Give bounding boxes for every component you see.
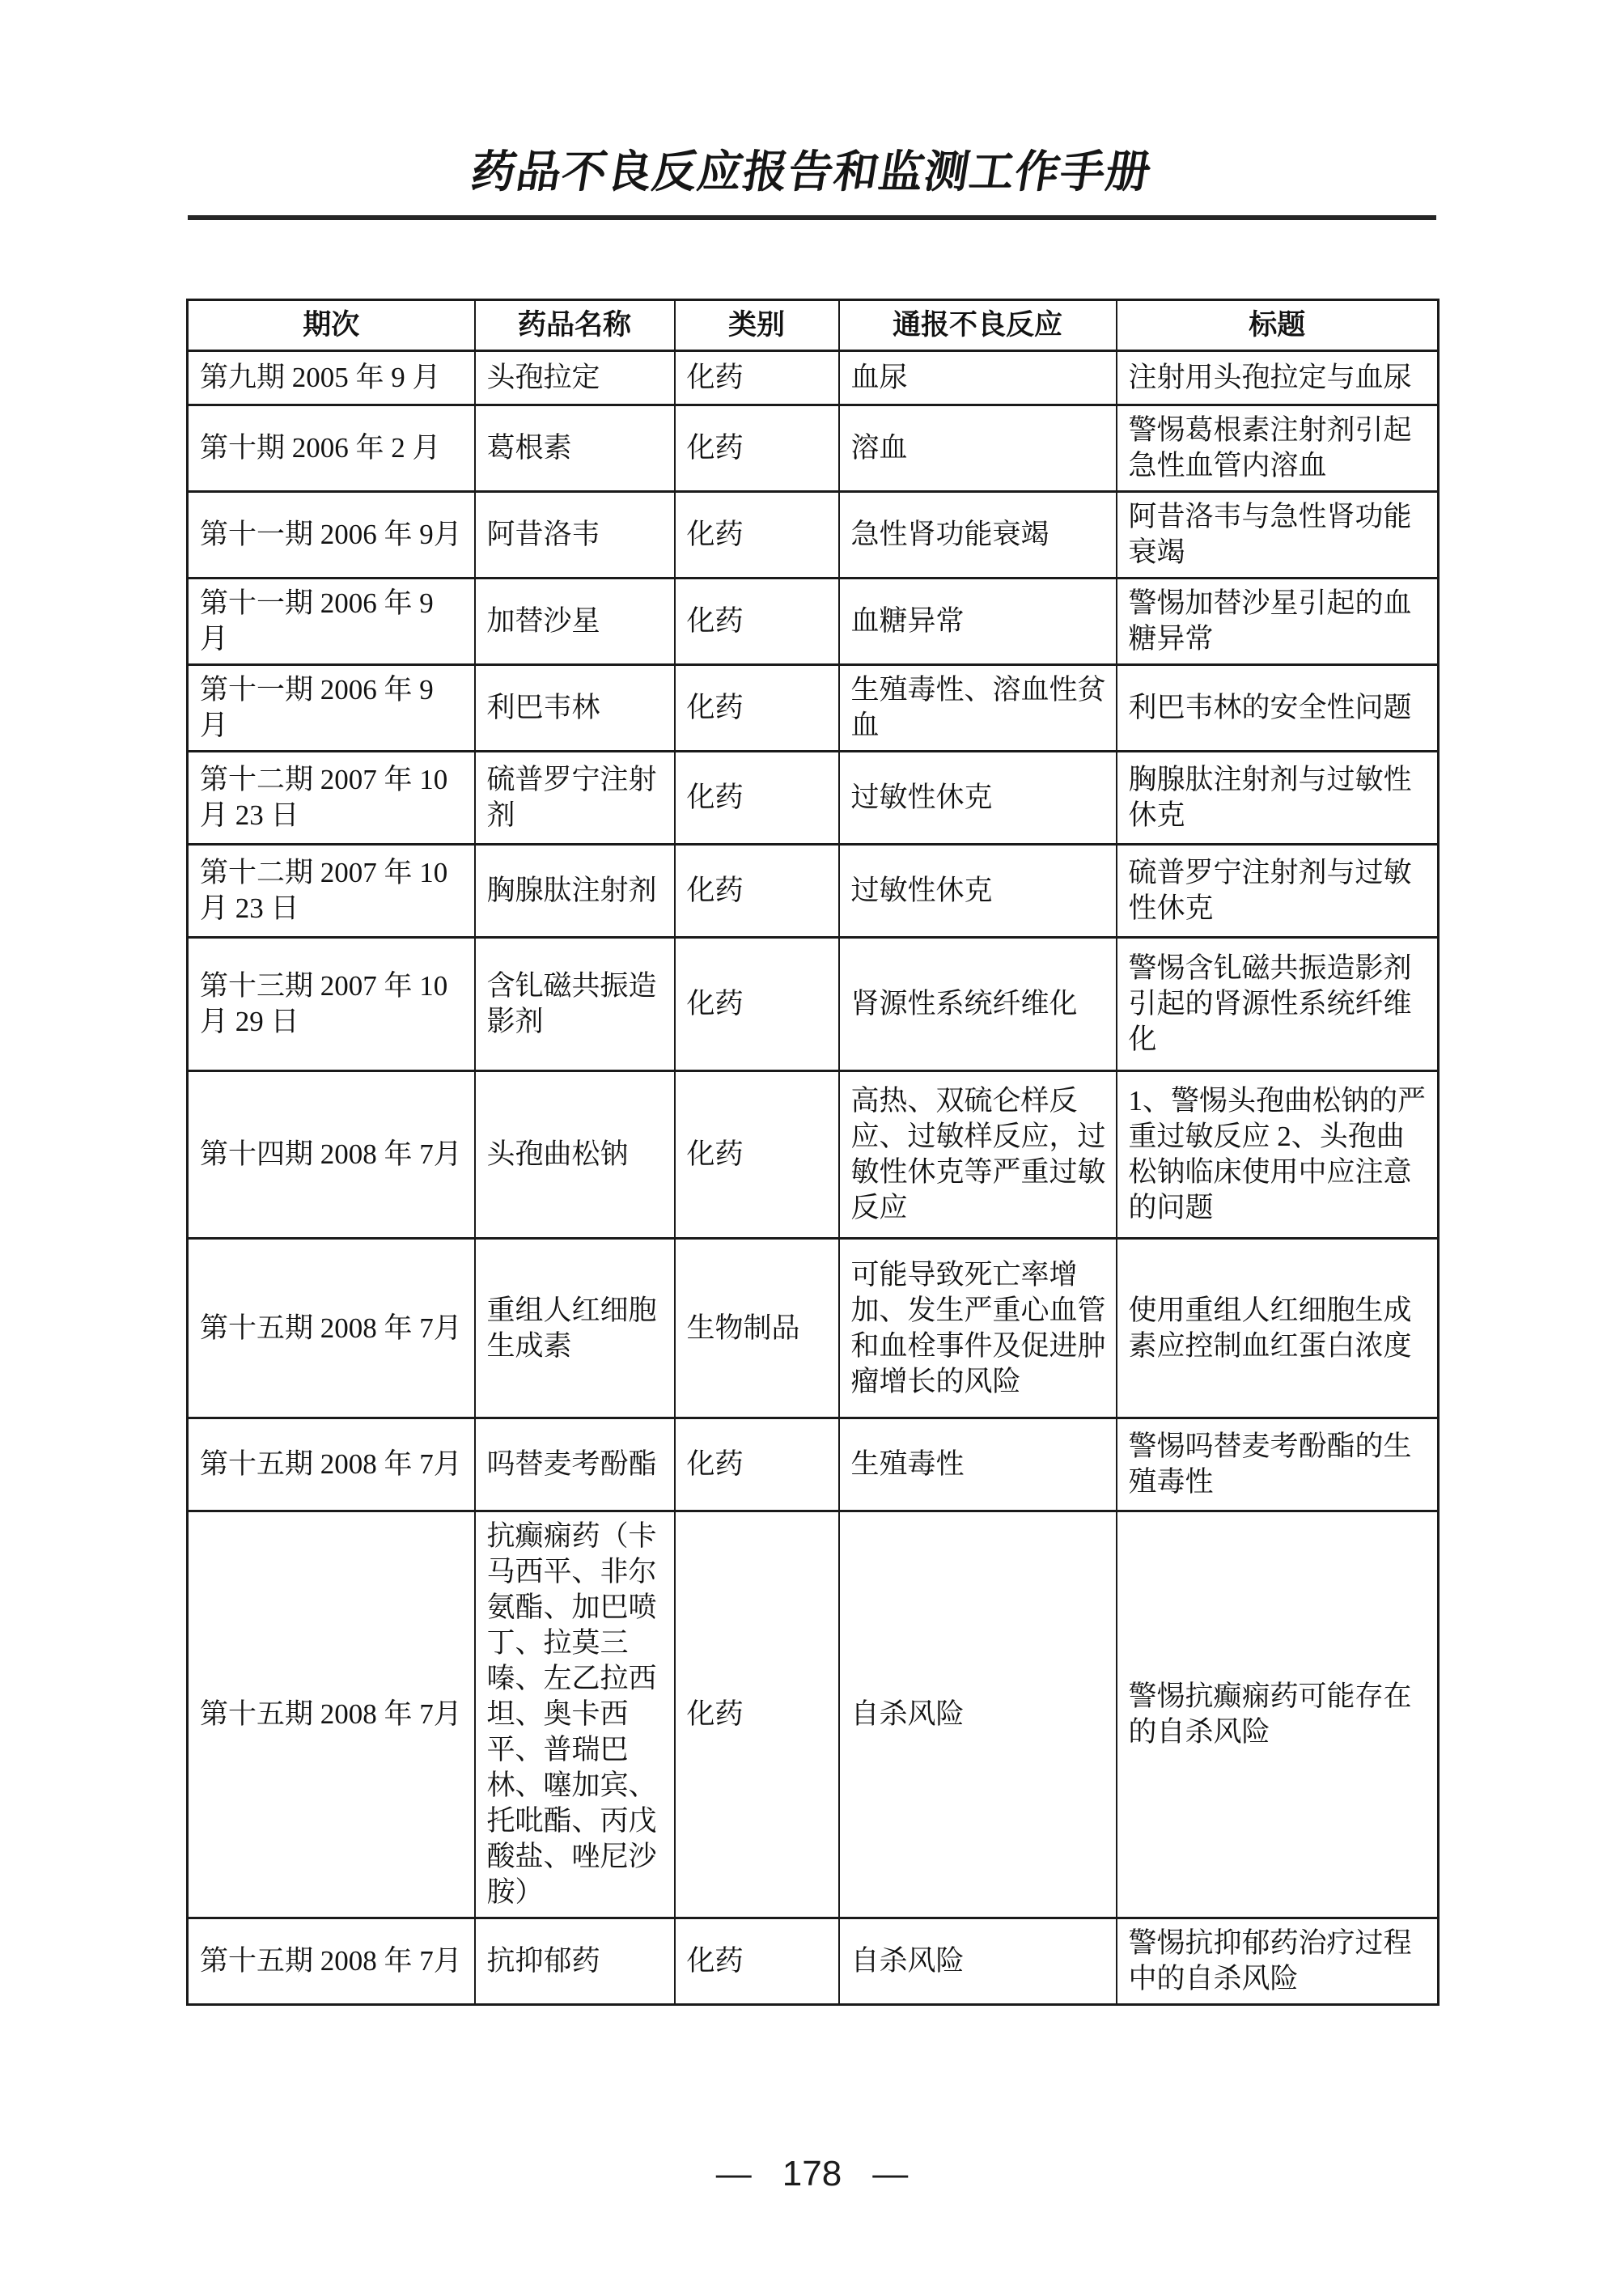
cell-drug: 重组人红细胞生成素 [475,1239,675,1418]
table-row [188,351,1439,405]
cell-title: 胸腺肽注射剂与过敏性休克 [1117,752,1439,845]
cell-category: 化药 [675,1511,839,1918]
cell-drug: 抗癫痫药（卡马西平、非尔氨酯、加巴喷丁、拉莫三嗪、左乙拉西坦、奥卡西平、普瑞巴林、噻加宾、托吡酯、丙戊酸盐、唑尼沙胺） [475,1511,675,1918]
cell-period: 第十五期 2008 年 7月 [188,1918,475,2005]
cell-category: 化药 [675,579,839,665]
table-row [188,665,1439,752]
cell-title: 使用重组人红细胞生成素应控制血红蛋白浓度 [1117,1239,1439,1418]
cell-drug: 利巴韦林 [475,665,675,752]
page-footer [0,2154,1624,2194]
table-row [188,845,1439,938]
cell-drug: 阿昔洛韦 [475,492,675,579]
cell-drug: 葛根素 [475,405,675,492]
header-drug: 药品名称 [475,300,675,351]
table-row [188,938,1439,1071]
table-row [188,405,1439,492]
cell-period: 第十一期 2006 年 9 月 [188,665,475,752]
cell-drug: 吗替麦考酚酯 [475,1418,675,1511]
cell-category: 化药 [675,752,839,845]
cell-title: 警惕含钆磁共振造影剂引起的肾源性系统纤维化 [1117,938,1439,1071]
cell-reaction: 高热、双硫仑样反应、过敏样反应，过敏性休克等严重过敏反应 [839,1071,1117,1239]
cell-title: 警惕抗癫痫药可能存在的自杀风险 [1117,1511,1439,1918]
cell-category: 化药 [675,1918,839,2005]
cell-title: 警惕抗抑郁药治疗过程中的自杀风险 [1117,1918,1439,2005]
cell-category: 化药 [675,351,839,405]
cell-reaction: 过敏性休克 [839,752,1117,845]
cell-period: 第十五期 2008 年 7月 [188,1511,475,1918]
cell-category: 化药 [675,492,839,579]
page-title: 药品不良反应报告和监测工作手册 [467,146,1155,197]
table-row [188,1418,1439,1511]
cell-drug: 胸腺肽注射剂 [475,845,675,938]
cell-category: 化药 [675,665,839,752]
footer-left-dash: — [715,2154,752,2193]
cell-title: 硫普罗宁注射剂与过敏性休克 [1117,845,1439,938]
table-row [188,579,1439,665]
header-divider [188,215,1436,220]
cell-drug: 硫普罗宁注射剂 [475,752,675,845]
page-number: 178 [782,2154,842,2193]
header-reaction: 通报不良反应 [839,300,1117,351]
cell-reaction: 自杀风险 [839,1918,1117,2005]
cell-period: 第十一期 2006 年 9 月 [188,579,475,665]
cell-title: 阿昔洛韦与急性肾功能衰竭 [1117,492,1439,579]
cell-title: 注射用头孢拉定与血尿 [1117,351,1439,405]
cell-period: 第十五期 2008 年 7月 [188,1239,475,1418]
cell-reaction: 血尿 [839,351,1117,405]
cell-reaction: 血糖异常 [839,579,1117,665]
table-row [188,1918,1439,2005]
cell-category: 化药 [675,845,839,938]
cell-period: 第十三期 2007 年 10 月 29 日 [188,938,475,1071]
cell-reaction: 可能导致死亡率增加、发生严重心血管和血栓事件及促进肿瘤增长的风险 [839,1239,1117,1418]
table-header-row [188,300,1439,351]
cell-reaction: 生殖毒性、溶血性贫血 [839,665,1117,752]
cell-category: 化药 [675,405,839,492]
cell-period: 第十四期 2008 年 7月 [188,1071,475,1239]
cell-reaction: 急性肾功能衰竭 [839,492,1117,579]
cell-title: 1、警惕头孢曲松钠的严重过敏反应 2、头孢曲松钠临床使用中应注意的问题 [1117,1071,1439,1239]
cell-drug: 含钆磁共振造影剂 [475,938,675,1071]
cell-drug: 头孢曲松钠 [475,1071,675,1239]
cell-period: 第九期 2005 年 9 月 [188,351,475,405]
cell-period: 第十五期 2008 年 7月 [188,1418,475,1511]
cell-title: 警惕葛根素注射剂引起急性血管内溶血 [1117,405,1439,492]
cell-period: 第十二期 2007 年 10 月 23 日 [188,845,475,938]
cell-period: 第十一期 2006 年 9月 [188,492,475,579]
cell-category: 化药 [675,1071,839,1239]
header-category: 类别 [675,300,839,351]
cell-period: 第十期 2006 年 2 月 [188,405,475,492]
footer-right-dash: — [872,2154,909,2193]
cell-drug: 头孢拉定 [475,351,675,405]
table-row [188,1239,1439,1418]
cell-title: 利巴韦林的安全性问题 [1117,665,1439,752]
cell-title: 警惕吗替麦考酚酯的生殖毒性 [1117,1418,1439,1511]
cell-drug: 抗抑郁药 [475,1918,675,2005]
cell-category: 化药 [675,938,839,1071]
table-row [188,1071,1439,1239]
adr-bulletin-table [186,299,1440,2006]
cell-title: 警惕加替沙星引起的血糖异常 [1117,579,1439,665]
header-title: 标题 [1117,300,1439,351]
table-row [188,1511,1439,1918]
cell-category: 化药 [675,1418,839,1511]
cell-drug: 加替沙星 [475,579,675,665]
cell-period: 第十二期 2007 年 10 月 23 日 [188,752,475,845]
cell-reaction: 肾源性系统纤维化 [839,938,1117,1071]
cell-reaction: 生殖毒性 [839,1418,1117,1511]
table-row [188,492,1439,579]
cell-reaction: 自杀风险 [839,1511,1117,1918]
cell-category: 生物制品 [675,1239,839,1418]
header-period: 期次 [188,300,475,351]
cell-reaction: 过敏性休克 [839,845,1117,938]
table-row [188,752,1439,845]
cell-reaction: 溶血 [839,405,1117,492]
